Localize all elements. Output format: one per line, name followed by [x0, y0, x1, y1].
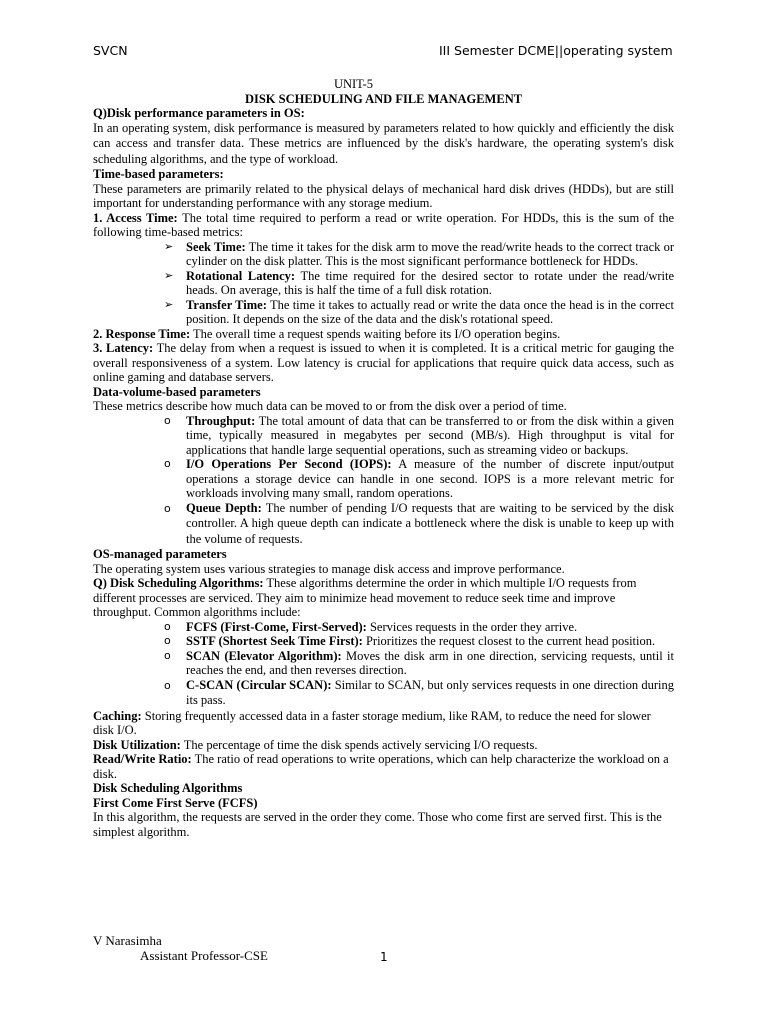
list-item: o Queue Depth: The number of pending I/O requests that are waiting to be serviced by the disk controller. A high queue depth can indicate a bottleneck where the disk is unable to keep up with the volume of requests. [164, 500, 674, 546]
list-item: o FCFS (First-Come, First-Served): Services requests in the order they arrive. [164, 619, 578, 634]
page-title: DISK SCHEDULING AND FILE MANAGEMENT [244, 91, 523, 106]
list-item: o I/O Operations Per Second (IOPS): A measure of the number of discrete input/output operations a storage device can handle in one second. IOPS is a more relevant metric for workloads involving many small, random operations. [164, 457, 675, 500]
os-managed-heading: OS-managed parameters [93, 547, 227, 561]
list-item: o Throughput: The total amount of data that can be transferred to or from the disk within a given time, typically measured in megabytes per second (MB/s). High throughput is vital for applications that handle large sequential operations, such as streaming video or backups. [164, 413, 674, 457]
time-metrics-list [93, 240, 674, 327]
page-number: 1 [380, 950, 388, 964]
page-content [93, 77, 674, 839]
question-heading: Q)Disk performance parameters in OS: [93, 106, 305, 120]
circle-bullet-icon: o [164, 413, 171, 427]
access-time-text: The total time required to perform a read or write operation. For HDDs, this is the sum of the following time-based metrics: [93, 210, 674, 239]
utilization-paragraph: Disk Utilization: The percentage of time the disk spends actively servicing I/O requests. [93, 737, 538, 752]
circle-bullet-icon: o [164, 634, 171, 647]
algorithms-heading: Disk Scheduling Algorithms [93, 781, 243, 795]
algorithms-list [93, 620, 674, 709]
list-item: o SCAN (Elevator Algorithm): Moves the disk arm in one direction, servicing requests, until it reaches the end, and then reverses direction. [164, 648, 674, 677]
circle-bullet-icon: o [164, 648, 171, 662]
intro-paragraph: In an operating system, disk performance is measured by parameters related to how quickly and efficiently the disk can access and transfer data. These metrics are influenced by the disk's hardware, the operating system's disk scheduling algorithms, and the type of workload. [93, 120, 674, 166]
access-time-paragraph [93, 211, 674, 240]
list-item: ➢ Transfer Time: The time it takes to actually read or write the data once the head is in the correct position. It depends on the size of the data and the disk's rotational speed. [164, 297, 674, 326]
caching-paragraph: Caching: Storing frequently accessed data in a faster storage medium, like RAM, to reduce the need for slower disk I/O. [93, 708, 651, 737]
footer-author: V Narasimha [93, 933, 162, 948]
list-item: ➢ Rotational Latency: The time required for the desired sector to rotate under the read/write heads. On average, this is half the time of a full disk rotation. [164, 268, 674, 297]
circle-bullet-icon: o [164, 501, 171, 515]
fcfs-heading: First Come First Serve (FCFS) [93, 795, 258, 810]
data-volume-heading: Data-volume-based parameters [93, 384, 261, 399]
unit-label: UNIT-5 [333, 77, 374, 91]
list-item: o C-SCAN (Circular SCAN): Similar to SCAN, but only services requests in one direction during its pass. [164, 677, 674, 707]
circle-bullet-icon: o [164, 457, 171, 470]
circle-bullet-icon: o [164, 619, 171, 633]
data-volume-list [93, 414, 674, 548]
list-item: ➢ Seek Time: The time it takes for the disk arm to move the read/write heads to the correct track or cylinder on the disk platter. This is the most significant performance bottleneck for HDDs. [164, 239, 674, 268]
arrow-bullet-icon: ➢ [164, 268, 174, 282]
header-right: III Semester DCME||operating system [439, 43, 673, 58]
arrow-bullet-icon: ➢ [164, 239, 174, 253]
os-managed-desc: The operating system uses various strategies to manage disk access and improve performance. [93, 561, 565, 576]
footer-role: Assistant Professor-CSE [140, 948, 268, 963]
data-volume-desc: These metrics describe how much data can be moved to or from the disk over a period of time. [93, 399, 567, 413]
access-time-label: 1. Access Time: [93, 210, 178, 225]
time-based-desc: These parameters are primarily related to the physical delays of mechanical hard disk drives (HDDs), but are still important for understanding performance with any storage medium. [93, 181, 674, 210]
fcfs-paragraph: In this algorithm, the requests are served in the order they come. Those who come first are served first. This is the simplest algorithm. [93, 810, 662, 839]
header-left: SVCN [93, 43, 128, 58]
time-based-heading: Time-based parameters: [93, 167, 224, 181]
circle-bullet-icon: o [164, 678, 171, 692]
scheduling-question-paragraph: Q) Disk Scheduling Algorithms: These algorithms determine the order in which multiple I/O requests from different processes are serviced. They aim to minimize head movement to reduce seek time and improve throughput. Common algorithms include: [93, 576, 637, 619]
arrow-bullet-icon: ➢ [164, 297, 174, 311]
latency-paragraph: 3. Latency: The delay from when a request is issued to when it is completed. It is a critical metric for gauging the overall responsiveness of a system. Low latency is crucial for applications that require quick data access, such as online gaming and database servers. [93, 341, 674, 384]
read-write-paragraph: Read/Write Ratio: The ratio of read operations to write operations, which can help characterize the workload on a disk. [93, 752, 669, 781]
list-item: o SSTF (Shortest Seek Time First): Prioritizes the request closest to the current head position. [164, 634, 656, 648]
response-time-paragraph: 2. Response Time: The overall time a request spends waiting before its I/O operation begins. [93, 326, 561, 341]
